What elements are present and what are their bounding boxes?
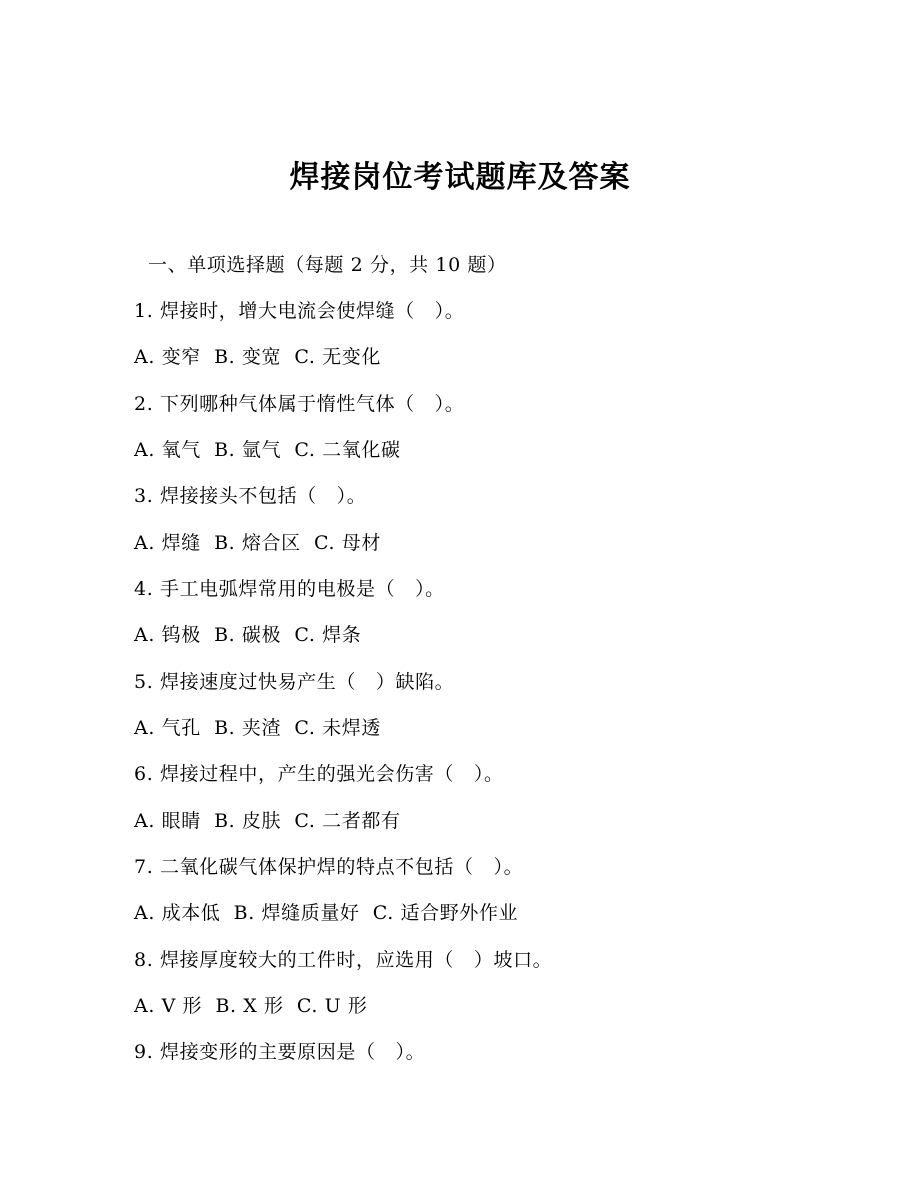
question-7-options: A. 成本低 B. 焊缝质量好 C. 适合野外作业 bbox=[134, 902, 519, 924]
document-title: 焊接岗位考试题库及答案 bbox=[289, 160, 631, 195]
question-4: 4. 手工电弧焊常用的电极是（ ）。 bbox=[134, 578, 445, 600]
question-8-options: A. V 形 B. X 形 C. U 形 bbox=[134, 995, 368, 1017]
question-1: 1. 焊接时，增大电流会使焊缝（ ）。 bbox=[134, 300, 465, 322]
question-3: 3. 焊接接头不包括（ ）。 bbox=[134, 485, 367, 507]
section-heading: 一、单项选择题（每题 2 分，共 10 题） bbox=[148, 254, 507, 276]
question-8: 8. 焊接厚度较大的工件时，应选用（ ）坡口。 bbox=[134, 949, 553, 971]
question-6: 6. 焊接过程中，产生的强光会伤害（ ）。 bbox=[134, 763, 504, 785]
question-2-options: A. 氧气 B. 氩气 C. 二氧化碳 bbox=[134, 439, 401, 461]
question-5-options: A. 气孔 B. 夹渣 C. 未焊透 bbox=[134, 717, 381, 739]
question-9: 9. 焊接变形的主要原因是（ ）。 bbox=[134, 1041, 426, 1063]
question-2: 2. 下列哪种气体属于惰性气体（ ）。 bbox=[134, 393, 465, 415]
question-7: 7. 二氧化碳气体保护焊的特点不包括（ ）。 bbox=[134, 856, 524, 878]
question-5: 5. 焊接速度过快易产生（ ）缺陷。 bbox=[134, 671, 455, 693]
question-1-options: A. 变窄 B. 变宽 C. 无变化 bbox=[134, 346, 381, 368]
question-6-options: A. 眼睛 B. 皮肤 C. 二者都有 bbox=[134, 810, 401, 832]
question-4-options: A. 钨极 B. 碳极 C. 焊条 bbox=[134, 624, 362, 646]
question-3-options: A. 焊缝 B. 熔合区 C. 母材 bbox=[134, 532, 381, 554]
